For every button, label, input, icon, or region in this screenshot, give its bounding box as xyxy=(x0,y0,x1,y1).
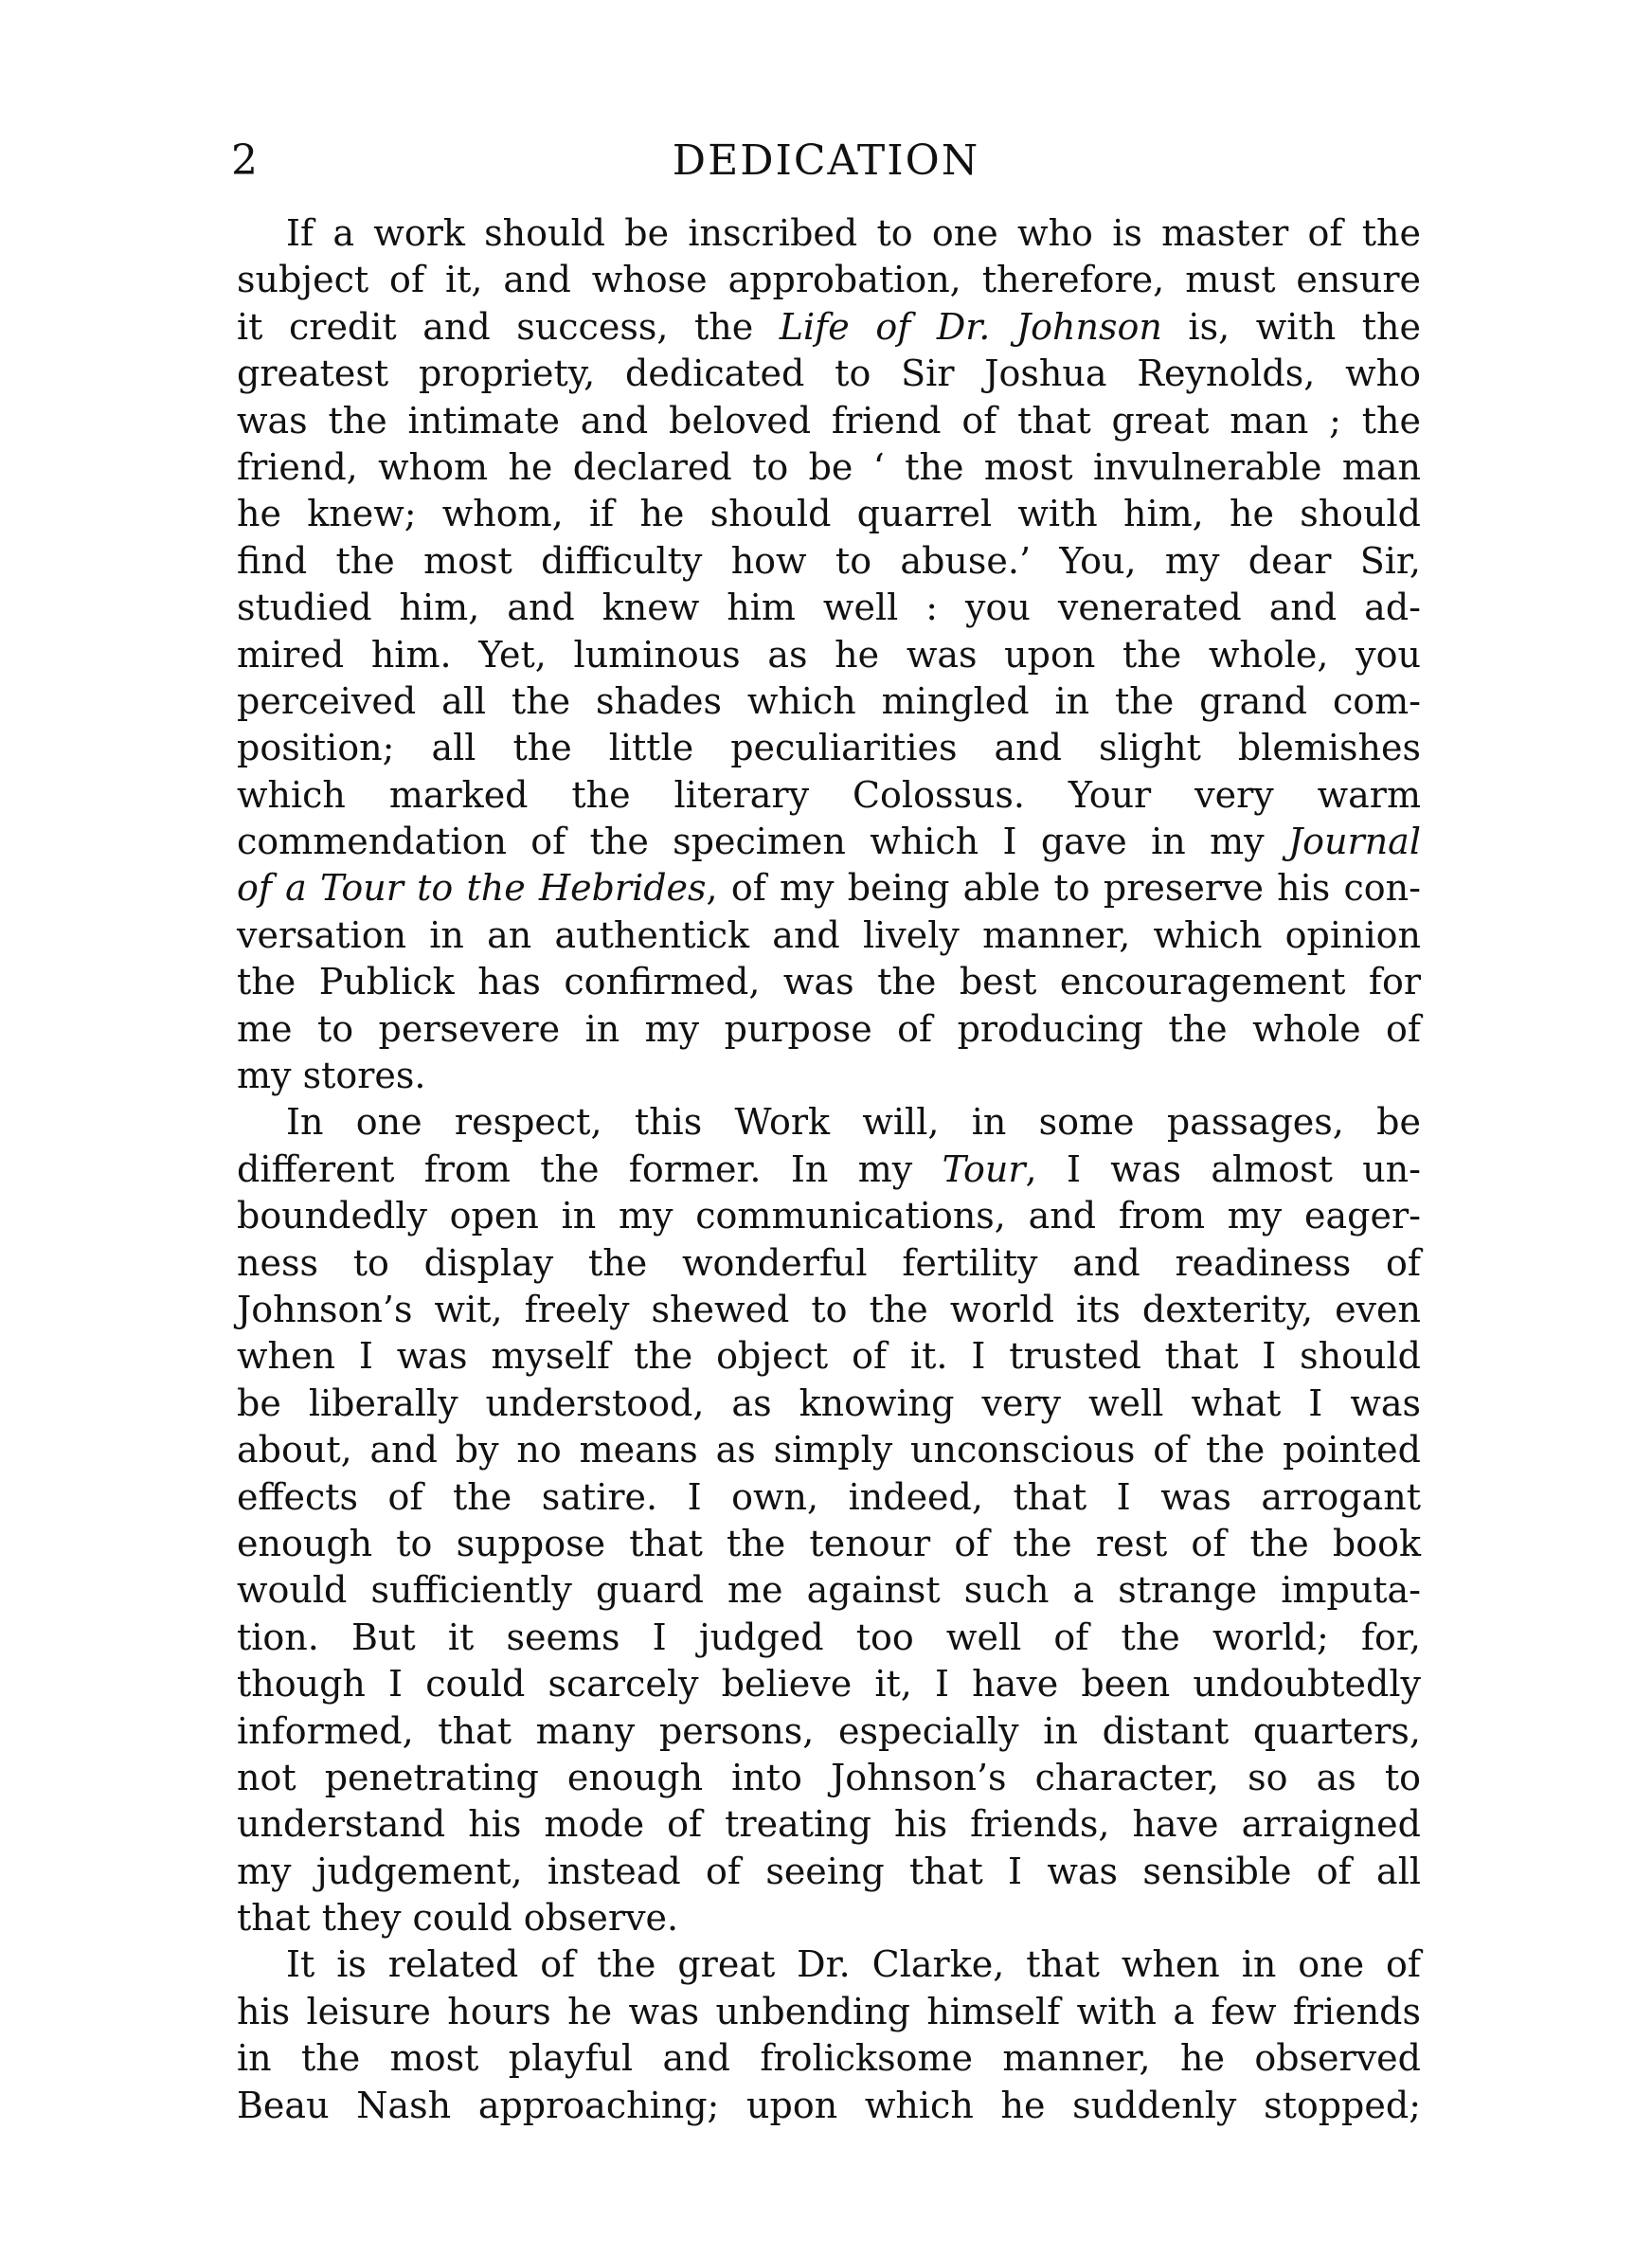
text-segment: ness to display the wonderful fertility and readiness of xyxy=(237,1241,1421,1284)
text-line xyxy=(237,1240,1421,1287)
text-segment: It is related of the great Dr. Clarke, that when in one of xyxy=(286,1943,1421,1986)
page-title: DEDICATION xyxy=(672,136,980,185)
text-segment: that they could observe. xyxy=(237,1897,679,1940)
text-line xyxy=(237,1989,1421,2035)
text-segment: Beau Nash approaching; upon which he suddenly stopped; xyxy=(237,2084,1421,2126)
text-line xyxy=(237,210,1421,257)
text-segment: his leisure hours he was unbending himself with a few friends xyxy=(237,1990,1421,2032)
text-segment: my judgement, instead of seeing that I was sensible of all xyxy=(237,1850,1421,1892)
dedication-text xyxy=(237,210,1421,2129)
text-segment: he knew; whom, if he should quarrel with him, he should xyxy=(237,493,1421,535)
text-line xyxy=(237,257,1421,303)
text-line xyxy=(237,1708,1421,1755)
text-line xyxy=(237,1193,1421,1239)
text-line xyxy=(237,1474,1421,1521)
text-segment: is, with the xyxy=(1161,305,1421,348)
text-segment: understand his mode of treating his friends, have arraigned xyxy=(237,1803,1421,1846)
text-line xyxy=(237,772,1421,819)
text-line xyxy=(237,585,1421,631)
text-segment: not penetrating enough into Johnson’s character, so as to xyxy=(237,1756,1421,1798)
text-line xyxy=(237,1661,1421,1707)
text-line xyxy=(237,1006,1421,1053)
text-segment: greatest propriety, dedicated to Sir Joshua Reynolds, who xyxy=(237,352,1421,395)
text-segment: , of my being able to preserve his con- xyxy=(706,867,1421,910)
text-line xyxy=(237,1147,1421,1193)
text-segment: mired him. Yet, luminous as he was upon the whole, you xyxy=(237,633,1421,676)
text-segment: informed, that many persons, especially in distant quarters, xyxy=(237,1709,1421,1752)
text-segment: the Publick has confirmed, was the best encouragement for xyxy=(237,961,1421,1003)
text-segment: it credit and success, the xyxy=(237,305,780,348)
page-number: 2 xyxy=(231,136,258,185)
italic-title-text: Life of Dr. Johnson xyxy=(779,305,1162,348)
text-line xyxy=(237,678,1421,725)
text-line xyxy=(237,2035,1421,2082)
text-line xyxy=(237,351,1421,397)
text-line xyxy=(237,819,1421,865)
text-line xyxy=(237,1755,1421,1801)
text-segment: position; all the little peculiarities and slight blemishes xyxy=(237,727,1421,769)
text-line xyxy=(237,959,1421,1005)
text-line xyxy=(237,398,1421,444)
text-segment: different from the former. In my xyxy=(237,1147,943,1190)
text-segment: versation in an authentick and lively manner, which opinion xyxy=(237,913,1421,956)
text-line xyxy=(237,1053,1421,1099)
text-segment: about, and by no means as simply unconscious of the pointed xyxy=(237,1429,1421,1472)
text-segment: me to persevere in my purpose of producing the whole of xyxy=(237,1007,1421,1050)
text-segment: If a work should be inscribed to one who is master of the xyxy=(286,212,1421,254)
text-line xyxy=(237,444,1421,491)
text-segment: was the intimate and beloved friend of that great man ; the xyxy=(237,399,1421,442)
text-line xyxy=(237,865,1421,912)
text-line xyxy=(237,538,1421,585)
text-segment: effects of the satire. I own, indeed, that I was arrogant xyxy=(237,1475,1421,1518)
text-line xyxy=(237,1099,1421,1146)
text-line xyxy=(237,1333,1421,1380)
text-line xyxy=(237,1427,1421,1473)
italic-title-text: Tour xyxy=(942,1147,1026,1190)
text-segment: which marked the literary Colossus. Your very warm xyxy=(237,773,1421,816)
text-segment: perceived all the shades which mingled in the grand com- xyxy=(237,679,1421,722)
text-segment: friend, whom he declared to be ‘ the most invulnerable man xyxy=(237,445,1421,488)
text-segment: In one respect, this Work will, in some passages, be xyxy=(286,1101,1421,1144)
text-line xyxy=(237,912,1421,959)
text-line xyxy=(237,1521,1421,1567)
text-segment: boundedly open in my communications, and from my eager- xyxy=(237,1195,1421,1237)
text-segment: though I could scarcely believe it, I have been undoubtedly xyxy=(237,1663,1421,1706)
text-line xyxy=(237,632,1421,678)
text-line xyxy=(237,304,1421,351)
text-line xyxy=(237,1849,1421,1895)
text-segment: enough to suppose that the tenour of the rest of the book xyxy=(237,1522,1421,1564)
text-segment: my stores. xyxy=(237,1055,426,1097)
text-segment: tion. But it seems I judged too well of the world; for, xyxy=(237,1616,1421,1658)
text-line xyxy=(237,2083,1421,2129)
text-segment: would sufficiently guard me against such a strange imputa- xyxy=(237,1569,1421,1612)
italic-title-text: of a Tour to the Hebrides xyxy=(237,867,707,910)
text-line xyxy=(237,1381,1421,1427)
text-line xyxy=(237,1895,1421,1941)
text-line xyxy=(237,1567,1421,1614)
text-line xyxy=(237,1287,1421,1333)
text-segment: studied him, and knew him well : you venerated and ad- xyxy=(237,587,1421,629)
text-segment: when I was myself the object of it. I trusted that I should xyxy=(237,1335,1421,1378)
text-line xyxy=(237,1941,1421,1988)
text-segment: subject of it, and whose approbation, therefore, must ensure xyxy=(237,259,1421,301)
text-segment: , I was almost un- xyxy=(1025,1147,1421,1190)
text-segment: commendation of the specimen which I gave in my xyxy=(237,821,1288,863)
text-line xyxy=(237,725,1421,771)
text-line xyxy=(237,1801,1421,1848)
text-segment: Johnson’s wit, freely shewed to the world its dexterity, even xyxy=(237,1288,1421,1330)
text-segment: be liberally understood, as knowing very well what I was xyxy=(237,1381,1421,1424)
running-head xyxy=(231,133,1421,190)
text-line xyxy=(237,1615,1421,1661)
text-segment: in the most playful and frolicksome manner, he observed xyxy=(237,2037,1421,2080)
text-line xyxy=(237,491,1421,537)
text-segment: find the most difficulty how to abuse.’ You, my dear Sir, xyxy=(237,539,1421,582)
italic-title-text: Journal xyxy=(1287,821,1421,863)
